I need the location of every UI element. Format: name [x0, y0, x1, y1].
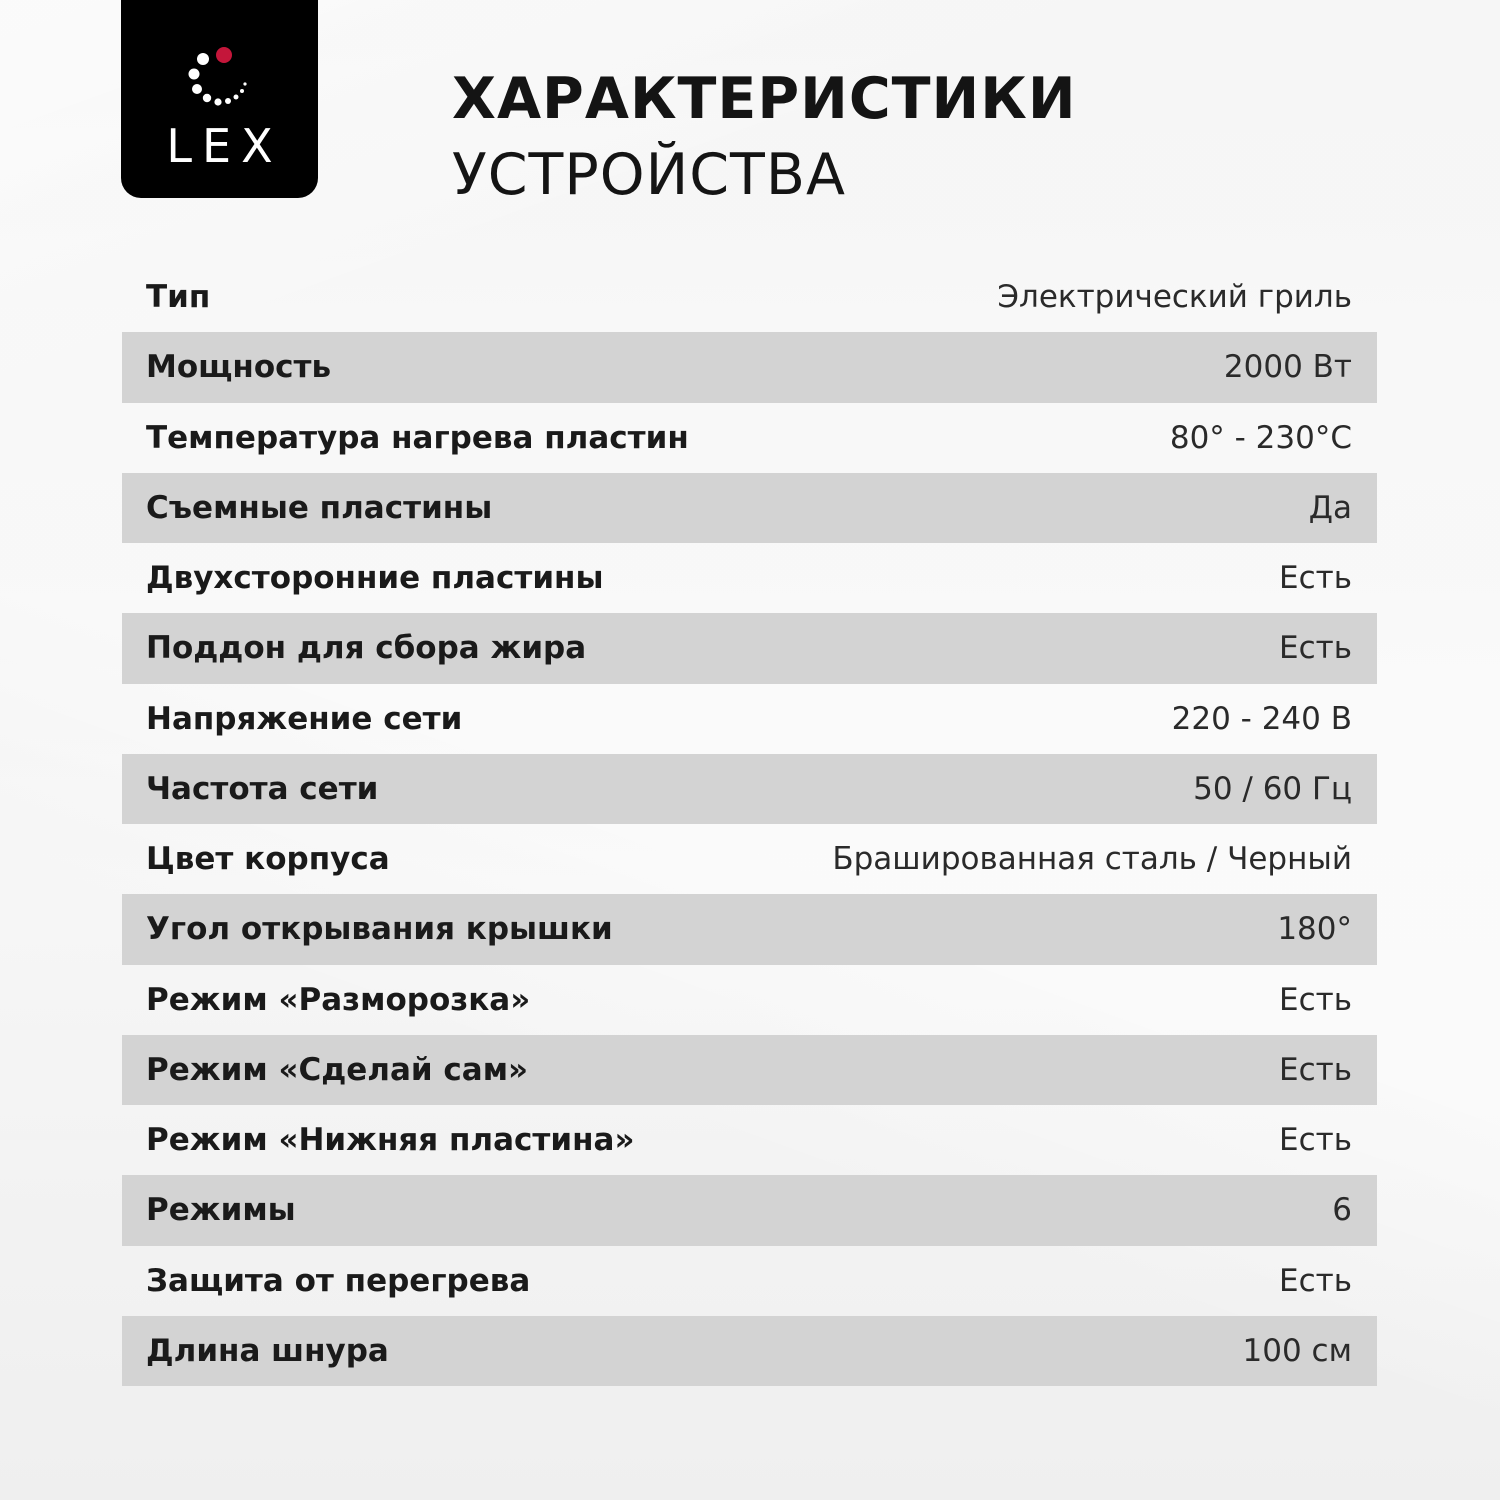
spec-label: Съемные пластины	[146, 489, 493, 526]
logo-wordmark: LEX	[166, 119, 283, 173]
page-subtitle: УСТРОЙСТВА	[452, 142, 846, 208]
spec-row-drip-tray	[122, 613, 1377, 683]
spec-row-defrost-mode	[122, 965, 1377, 1035]
spec-value: Есть	[1279, 1262, 1352, 1299]
spec-row-overheat-protection	[122, 1246, 1377, 1316]
spec-row-double-sided-plates	[122, 543, 1377, 613]
spec-value: Электрический гриль	[997, 279, 1352, 316]
spec-value: 220 - 240 В	[1171, 700, 1352, 737]
spec-row-lid-angle	[122, 894, 1377, 964]
spec-value: Есть	[1279, 560, 1352, 597]
spec-row-frequency	[122, 754, 1377, 824]
spec-row-cord-length	[122, 1316, 1377, 1386]
spec-value: Есть	[1279, 630, 1352, 667]
spec-value: Есть	[1279, 1051, 1352, 1088]
spec-label: Длина шнура	[146, 1332, 389, 1369]
spec-row-manual-mode	[122, 1035, 1377, 1105]
spec-row-plate-temperature	[122, 403, 1377, 473]
spec-label: Поддон для сбора жира	[146, 630, 587, 667]
spec-row-bottom-plate-mode	[122, 1105, 1377, 1175]
page-title: ХАРАКТЕРИСТИКИ	[452, 66, 1077, 132]
spec-label: Режим «Нижняя пластина»	[146, 1122, 635, 1159]
spec-label: Напряжение сети	[146, 700, 463, 737]
spec-label: Режим «Разморозка»	[146, 981, 531, 1018]
spec-value: 80° - 230°С	[1169, 419, 1352, 456]
spec-value: Есть	[1279, 1122, 1352, 1159]
spec-value: 100 см	[1242, 1332, 1352, 1369]
spec-label: Режим «Сделай сам»	[146, 1051, 529, 1088]
spec-label: Мощность	[146, 349, 332, 386]
spec-value: 50 / 60 Гц	[1193, 770, 1352, 807]
spec-value: Есть	[1279, 981, 1352, 1018]
spec-value: Да	[1308, 489, 1352, 526]
spec-value: 6	[1332, 1192, 1352, 1229]
spec-value: Брашированная сталь / Черный	[832, 841, 1352, 878]
spec-row-power	[122, 332, 1377, 402]
spec-label: Защита от перегрева	[146, 1262, 531, 1299]
logo-red-dot	[216, 47, 232, 63]
spec-label: Режимы	[146, 1192, 296, 1229]
spec-label: Частота сети	[146, 770, 379, 807]
spec-value: 2000 Вт	[1223, 349, 1352, 386]
spec-table	[122, 262, 1377, 1386]
spec-label: Цвет корпуса	[146, 841, 390, 878]
spec-label: Угол открывания крышки	[146, 911, 613, 948]
spec-row-type	[122, 262, 1377, 332]
spec-label: Тип	[146, 279, 211, 316]
brand-logo	[121, 0, 318, 198]
spec-value: 180°	[1277, 911, 1352, 948]
spec-row-removable-plates	[122, 473, 1377, 543]
spec-label: Двухсторонние пластины	[146, 560, 604, 597]
spec-row-modes-count	[122, 1175, 1377, 1245]
spec-label: Температура нагрева пластин	[146, 419, 689, 456]
spec-row-voltage	[122, 684, 1377, 754]
spec-row-body-color	[122, 824, 1377, 894]
